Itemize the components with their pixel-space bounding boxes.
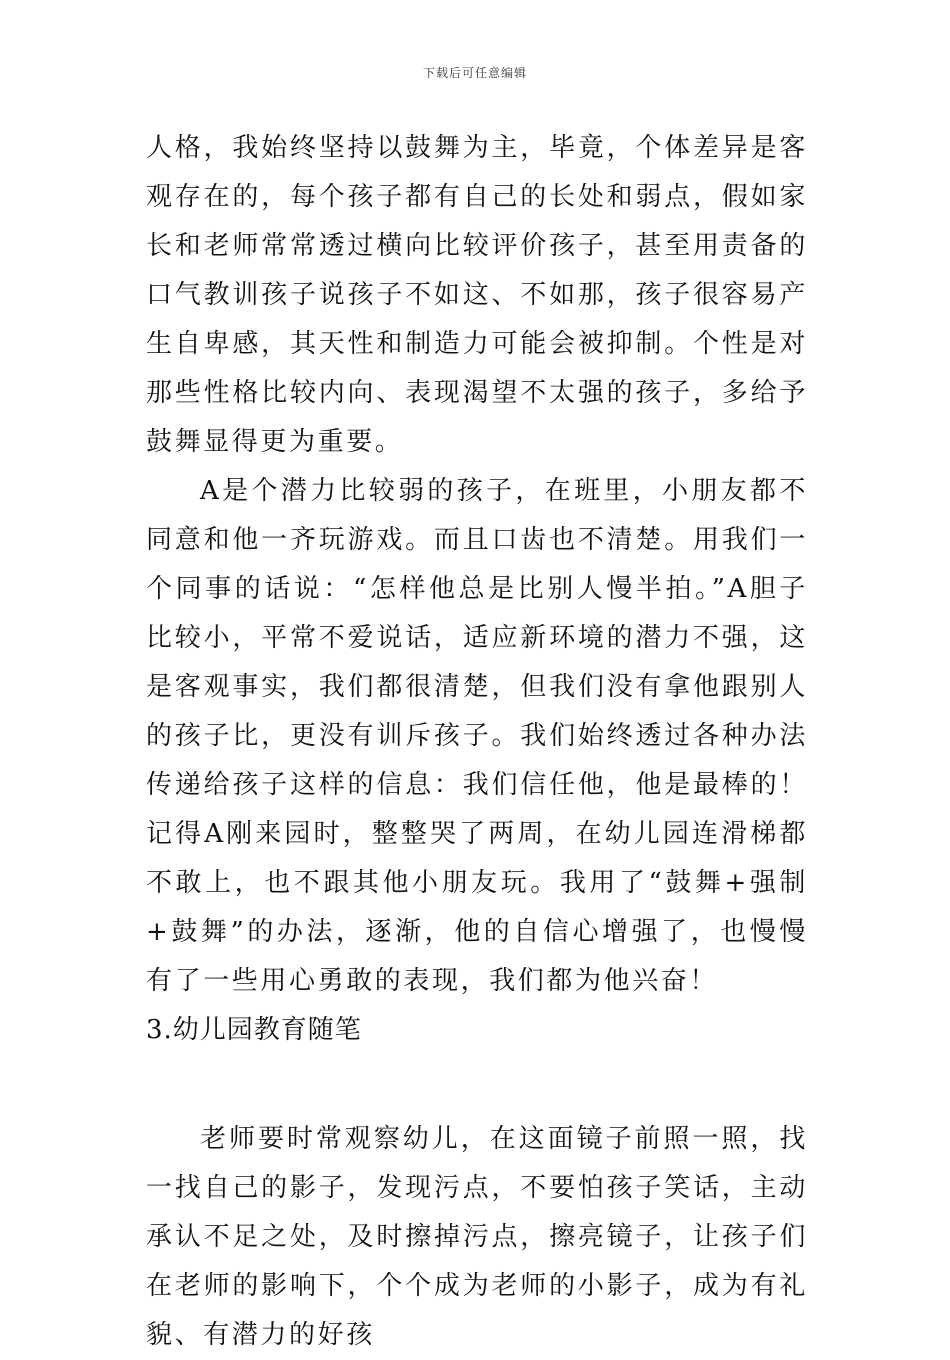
section-heading: 3.幼儿园教育随笔 bbox=[146, 1015, 362, 1045]
section-spacer bbox=[146, 1055, 808, 1115]
paragraph-3: 老师要时常观察幼儿，在这面镜子前照一照，找一找自己的影子，发现污点，不要怕孩子笑话，主动承认不足之处，及时擦掉污点，擦亮镜子，让孩子们在老师的影响下，个个成为老师的小影子，成为有礼貌、有潜力的好孩 bbox=[146, 1124, 808, 1350]
paragraph-2: A是个潜力比较弱的孩子，在班里，小朋友都不同意和他一齐玩游戏。而且口齿也不清楚。用我们一个同事的话说：“怎样他总是比别人慢半拍。”A胆子比较小，平常不爱说话，适应新环境的潜力不强，这是客观事实，我们都很清楚，但我们没有拿他跟别人的孩子比，更没有训斥孩子。我们始终透过各种办法传递给孩子这样的信息：我们信任他，他是最棒的！记得A刚来园时，整整哭了两周，在幼儿园连滑梯都不敢上，也不跟其他小朋友玩。我用了“鼓舞+强制+鼓舞”的办法，逐渐，他的自信心增强了，也慢慢有了一些用心勇敢的表现，我们都为他兴奋！ bbox=[146, 476, 808, 996]
document-body bbox=[146, 124, 808, 1360]
page-header: 下载后可任意编辑 bbox=[422, 66, 527, 80]
paragraph-1: 人格，我始终坚持以鼓舞为主，毕竟，个体差异是客观存在的，每个孩子都有自己的长处和弱点，假如家长和老师常常透过横向比较评价孩子，甚至用责备的口气教训孩子说孩子不如这、不如那，孩子很容易产生自卑感，其天性和制造力可能会被抑制。个性是对那些性格比较内向、表现渴望不太强的孩子，多给予鼓舞显得更为重要。 bbox=[146, 133, 808, 457]
